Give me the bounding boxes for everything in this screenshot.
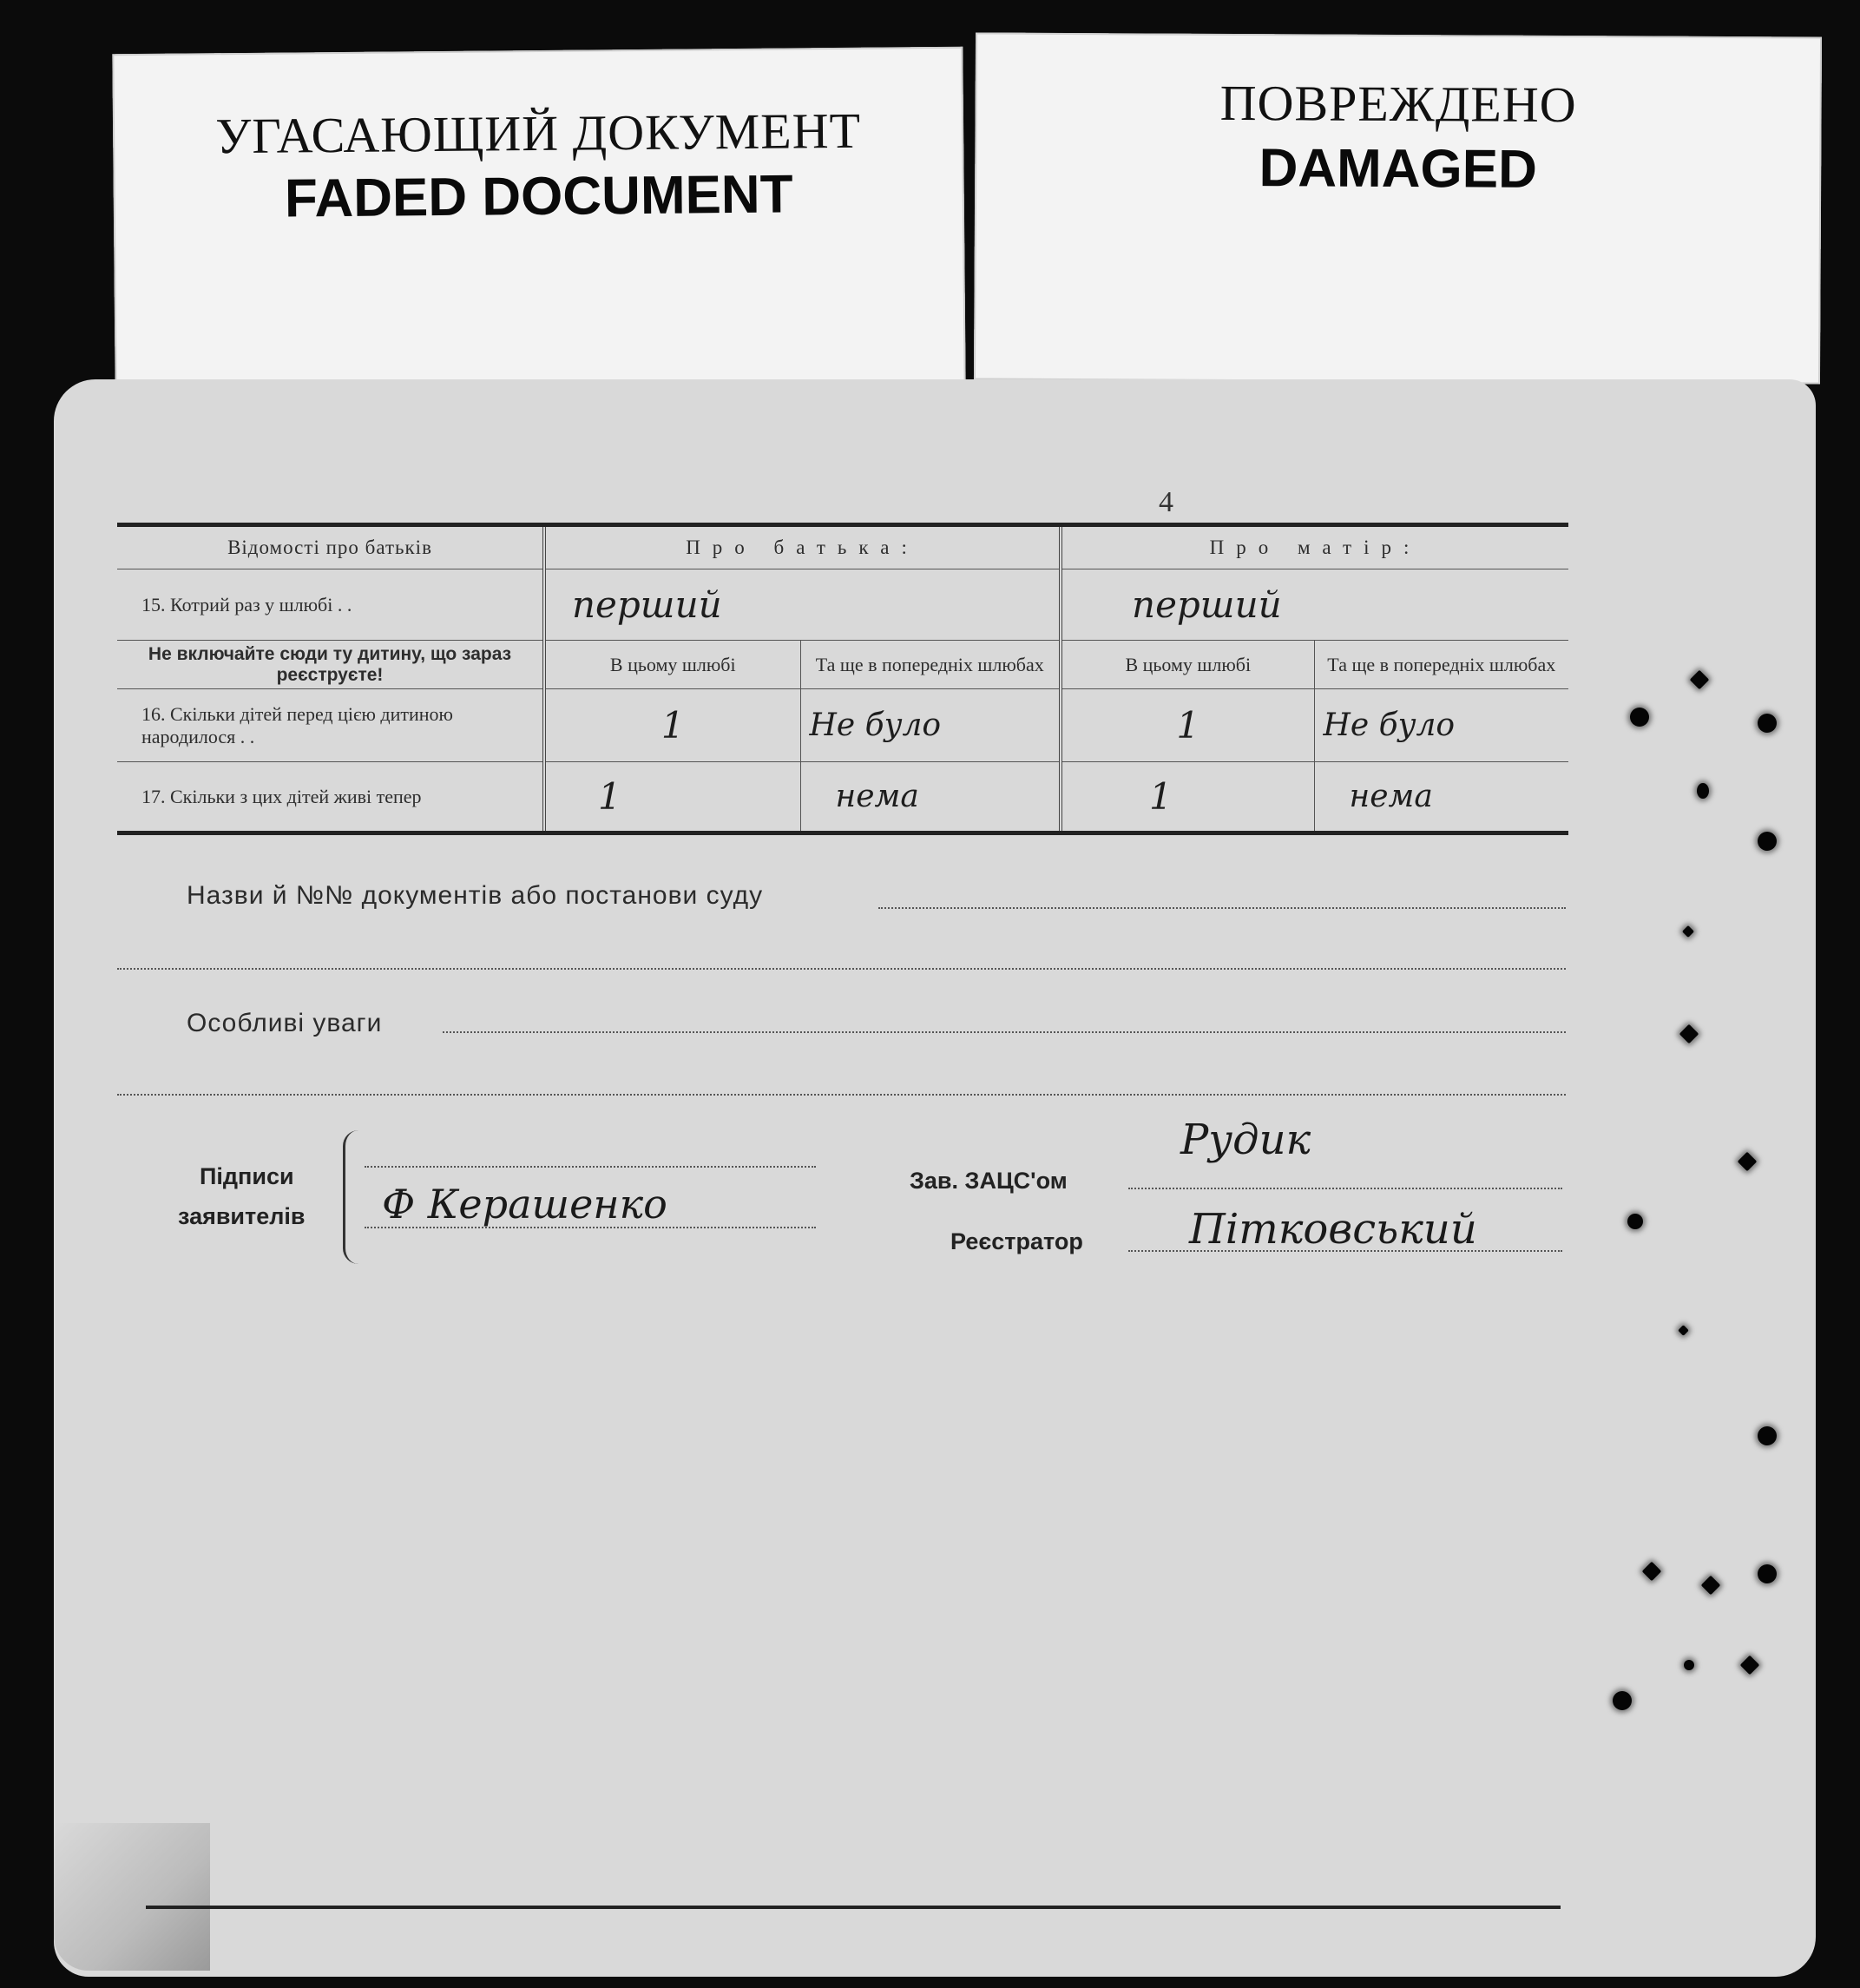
row17-mother-this: 1 — [1149, 775, 1173, 818]
header-about-father: Про батька: — [544, 525, 1061, 569]
row15-father-value: перший — [572, 583, 722, 626]
row16-mother-this: 1 — [1176, 704, 1200, 747]
head-zags-label: Зав. ЗАЦС'ом — [910, 1168, 1068, 1194]
subheader-father-previous: Та ще в попередніх шлюбах — [800, 641, 1061, 689]
remarks-dotted-line — [443, 1031, 1566, 1033]
damaged-label-russian: ПОВРЕЖДЕНО — [1219, 74, 1577, 134]
applicant-signature-line-1 — [365, 1166, 816, 1168]
row15-mother-cell — [1061, 569, 1568, 641]
row17-label: 17. Скільки з цих дітей живі тепер — [117, 762, 544, 833]
documents-field-label: Назви й №№ документів або постанови суду — [187, 881, 764, 910]
subheader-father-this-marriage: В цьому шлюбі — [544, 641, 800, 689]
subheader-mother-this-marriage: В цьому шлюбі — [1061, 641, 1314, 689]
subheader-mother-previous: Та ще в попередніх шлюбах — [1314, 641, 1568, 689]
row17-mother-prev-cell — [1314, 762, 1568, 833]
documents-dotted-line-2 — [117, 968, 1566, 970]
row17-father-this-cell — [544, 762, 800, 833]
exclude-child-note: Не включайте сюди ту дитину, що зараз реєструєте! — [117, 641, 544, 689]
applicants-brace — [343, 1130, 365, 1264]
applicants-label-line1: Підписи — [200, 1163, 294, 1189]
remarks-field-label: Особливі уваги — [187, 1009, 383, 1037]
row15-mother-value: перший — [1132, 583, 1282, 626]
head-signature-line — [1128, 1188, 1562, 1189]
binding-hole — [1630, 708, 1649, 727]
table-subheader-row — [117, 641, 1568, 689]
header-about-mother: Про матір: — [1061, 525, 1568, 569]
damaged-label-english: DAMAGED — [1259, 138, 1538, 200]
page-number-mark: 4 — [1159, 486, 1173, 518]
parents-info-table — [117, 523, 1568, 835]
table-header-row — [117, 525, 1568, 569]
row16-label: 16. Скільки дітей перед цією дитиною народилося . . — [117, 689, 544, 762]
row17-mother-prev: нема — [1349, 779, 1433, 814]
table-row — [117, 689, 1568, 762]
table-row — [117, 762, 1568, 833]
binding-hole — [1684, 1660, 1694, 1670]
head-signature: Рудик — [1180, 1116, 1311, 1164]
row16-mother-prev-cell — [1314, 689, 1568, 762]
folded-corner — [54, 1823, 210, 1971]
row16-father-this-cell — [544, 689, 800, 762]
binding-hole — [1758, 1426, 1777, 1445]
row16-mother-prev: Не було — [1323, 708, 1456, 743]
faded-label-russian: УГАСАЮЩИЙ ДОКУМЕНТ — [215, 102, 862, 165]
registrar-label: Реєстратор — [950, 1228, 1083, 1254]
row16-mother-this-cell — [1061, 689, 1314, 762]
row17-father-this: 1 — [598, 775, 621, 818]
binding-hole — [1758, 714, 1777, 733]
damaged-label — [974, 32, 1822, 384]
bottom-rule — [146, 1906, 1561, 1909]
row15-father-cell — [544, 569, 1061, 641]
row17-father-prev: нема — [835, 779, 919, 814]
documents-dotted-line — [878, 907, 1566, 909]
row16-father-prev: Не було — [809, 708, 942, 743]
header-parents-info: Відомості про батьків — [117, 525, 544, 569]
binding-hole — [1758, 832, 1777, 851]
row16-father-this: 1 — [661, 704, 685, 747]
faded-label-english: FADED DOCUMENT — [284, 164, 793, 229]
binding-hole — [1613, 1691, 1632, 1710]
applicant-signature: Ф Керашенко — [382, 1181, 667, 1228]
binding-hole — [1758, 1564, 1777, 1583]
binding-hole — [1627, 1214, 1643, 1229]
faded-document-label — [112, 47, 965, 393]
remarks-dotted-line-2 — [117, 1094, 1566, 1096]
row15-label: 15. Котрий раз у шлюбі . . — [117, 569, 544, 641]
row17-father-prev-cell — [800, 762, 1061, 833]
row17-mother-this-cell — [1061, 762, 1314, 833]
binding-hole — [1697, 783, 1709, 799]
table-row — [117, 569, 1568, 641]
row16-father-prev-cell — [800, 689, 1061, 762]
registrar-signature: Пітковський — [1189, 1205, 1477, 1254]
applicants-label-line2: заявителів — [178, 1203, 306, 1229]
